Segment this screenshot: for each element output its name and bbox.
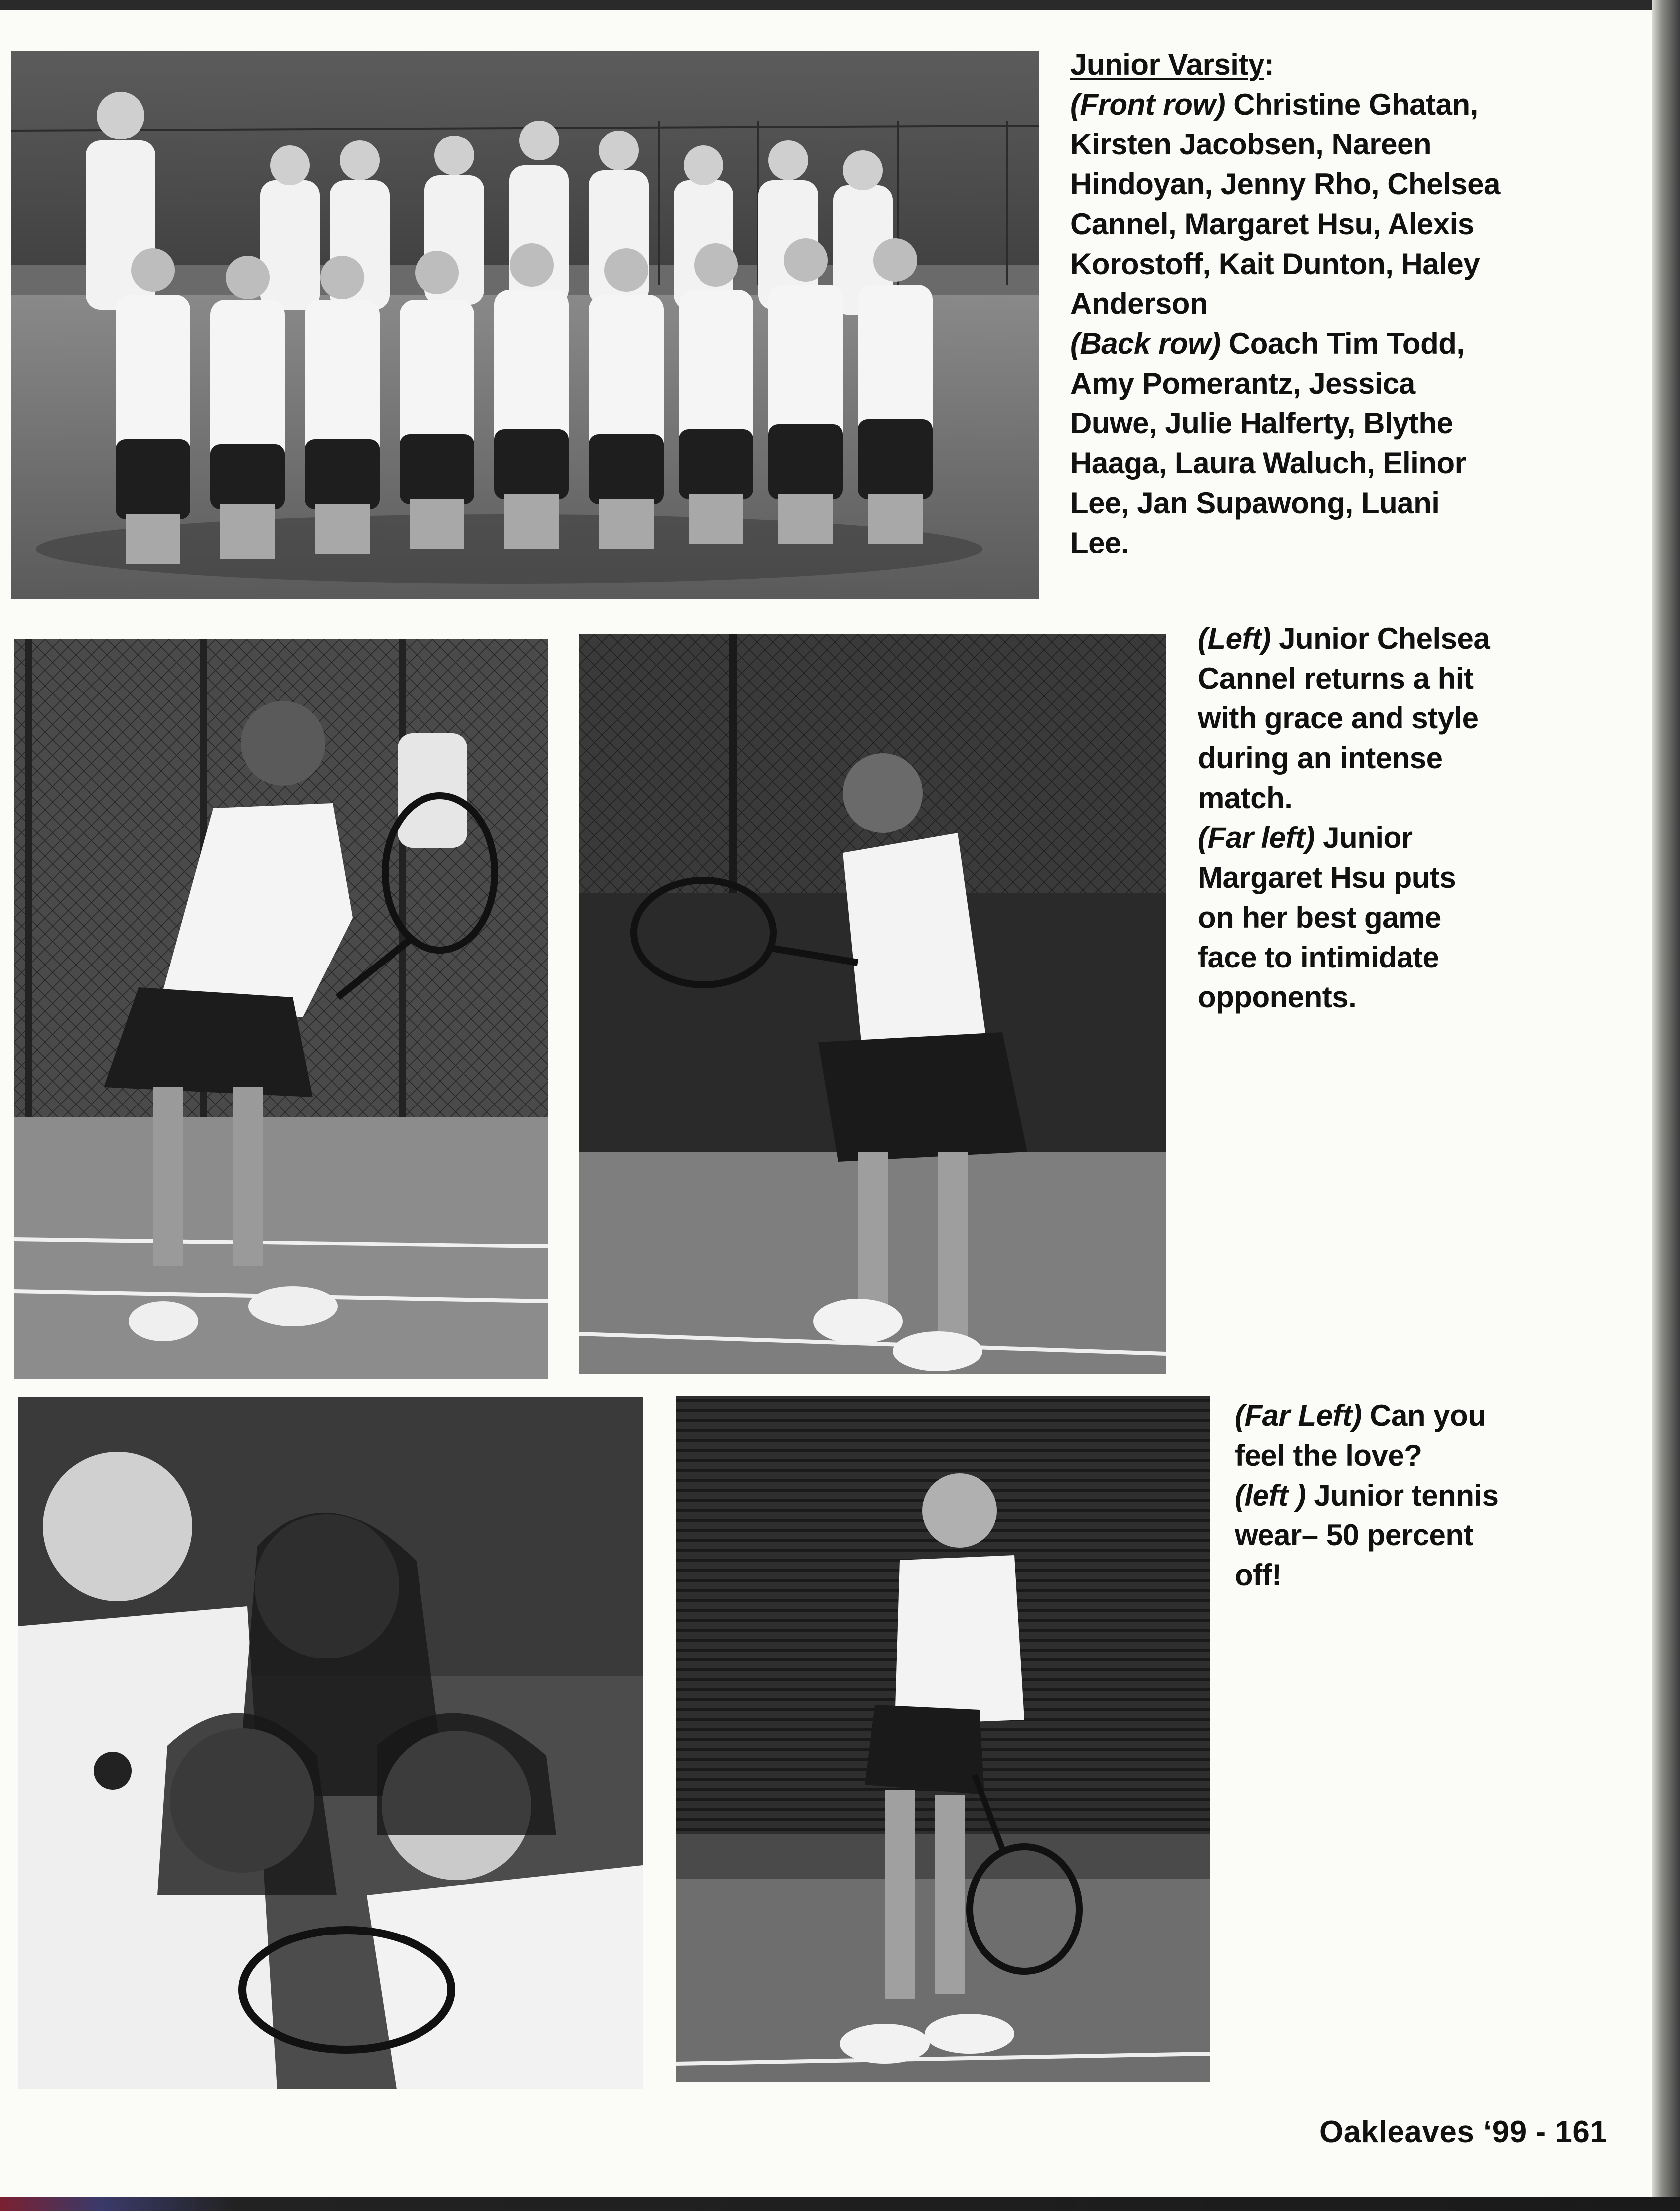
player-photo-chelsea (579, 634, 1166, 1374)
team-caption-front-row-line-6: Anderson (1070, 287, 1208, 320)
team-caption (1070, 45, 1500, 563)
team-caption-back-row-line-3: Duwe, Julie Halferty, Blythe (1070, 407, 1453, 440)
bottom-caption-far-left-line-2: feel the love? (1235, 1439, 1422, 1472)
middle-caption-left-line-4: during an intense (1198, 741, 1443, 775)
yearbook-page (0, 10, 1652, 2197)
bottom-caption-left-line-1: (left ) Junior tennis (1235, 1479, 1499, 1512)
middle-caption-left-line-5: match. (1198, 781, 1293, 815)
page-top-edge (0, 0, 1680, 10)
page-right-edge (1652, 0, 1680, 2211)
bottom-caption-left-line-3: off! (1235, 1558, 1282, 1592)
team-photo (11, 51, 1039, 599)
team-caption-back-row-line-5: Lee, Jan Supawong, Luani (1070, 486, 1440, 520)
team-caption-heading: Junior Varsity: (1070, 48, 1274, 81)
middle-caption-left-line-3: with grace and style (1198, 701, 1479, 735)
team-caption-front-row-line-2: Kirsten Jacobsen, Nareen (1070, 128, 1431, 161)
middle-caption-left-line-1: (Left) Junior Chelsea (1198, 622, 1490, 655)
team-caption-front-row-line-4: Cannel, Margaret Hsu, Alexis (1070, 207, 1474, 241)
bottom-caption-left-line-2: wear– 50 percent (1235, 1519, 1473, 1552)
middle-caption-far-left-line-2: Margaret Hsu puts (1198, 861, 1456, 894)
middle-caption (1198, 619, 1490, 1017)
middle-caption-far-left-line-1: (Far left) Junior (1198, 821, 1413, 854)
team-caption-back-row-line-6: Lee. (1070, 526, 1129, 559)
team-caption-back-row-line-4: Haaga, Laura Waluch, Elinor (1070, 446, 1466, 480)
page-bottom-edge (0, 2197, 1680, 2211)
middle-caption-far-left-line-4: face to intimidate (1198, 941, 1439, 974)
bottom-caption (1235, 1396, 1499, 1595)
team-caption-back-row-line-1: (Back row) Coach Tim Todd, (1070, 327, 1465, 360)
group-hug-photo (18, 1397, 643, 2089)
player-photo-smiling (676, 1396, 1210, 2082)
team-caption-front-row-line-3: Hindoyan, Jenny Rho, Chelsea (1070, 167, 1500, 201)
team-caption-front-row-line-1: (Front row) Christine Ghatan, (1070, 88, 1478, 121)
player-photo-margaret (14, 639, 548, 1379)
team-caption-back-row-line-2: Amy Pomerantz, Jessica (1070, 367, 1415, 400)
middle-caption-far-left-line-5: opponents. (1198, 980, 1357, 1014)
middle-caption-far-left-line-3: on her best game (1198, 901, 1441, 934)
middle-caption-left-line-2: Cannel returns a hit (1198, 662, 1474, 695)
page-footer: Oakleaves ‘99 - 161 (1319, 2115, 1608, 2149)
team-caption-front-row-line-5: Korostoff, Kait Dunton, Haley (1070, 247, 1480, 280)
bottom-caption-far-left-line-1: (Far Left) Can you (1235, 1399, 1486, 1432)
